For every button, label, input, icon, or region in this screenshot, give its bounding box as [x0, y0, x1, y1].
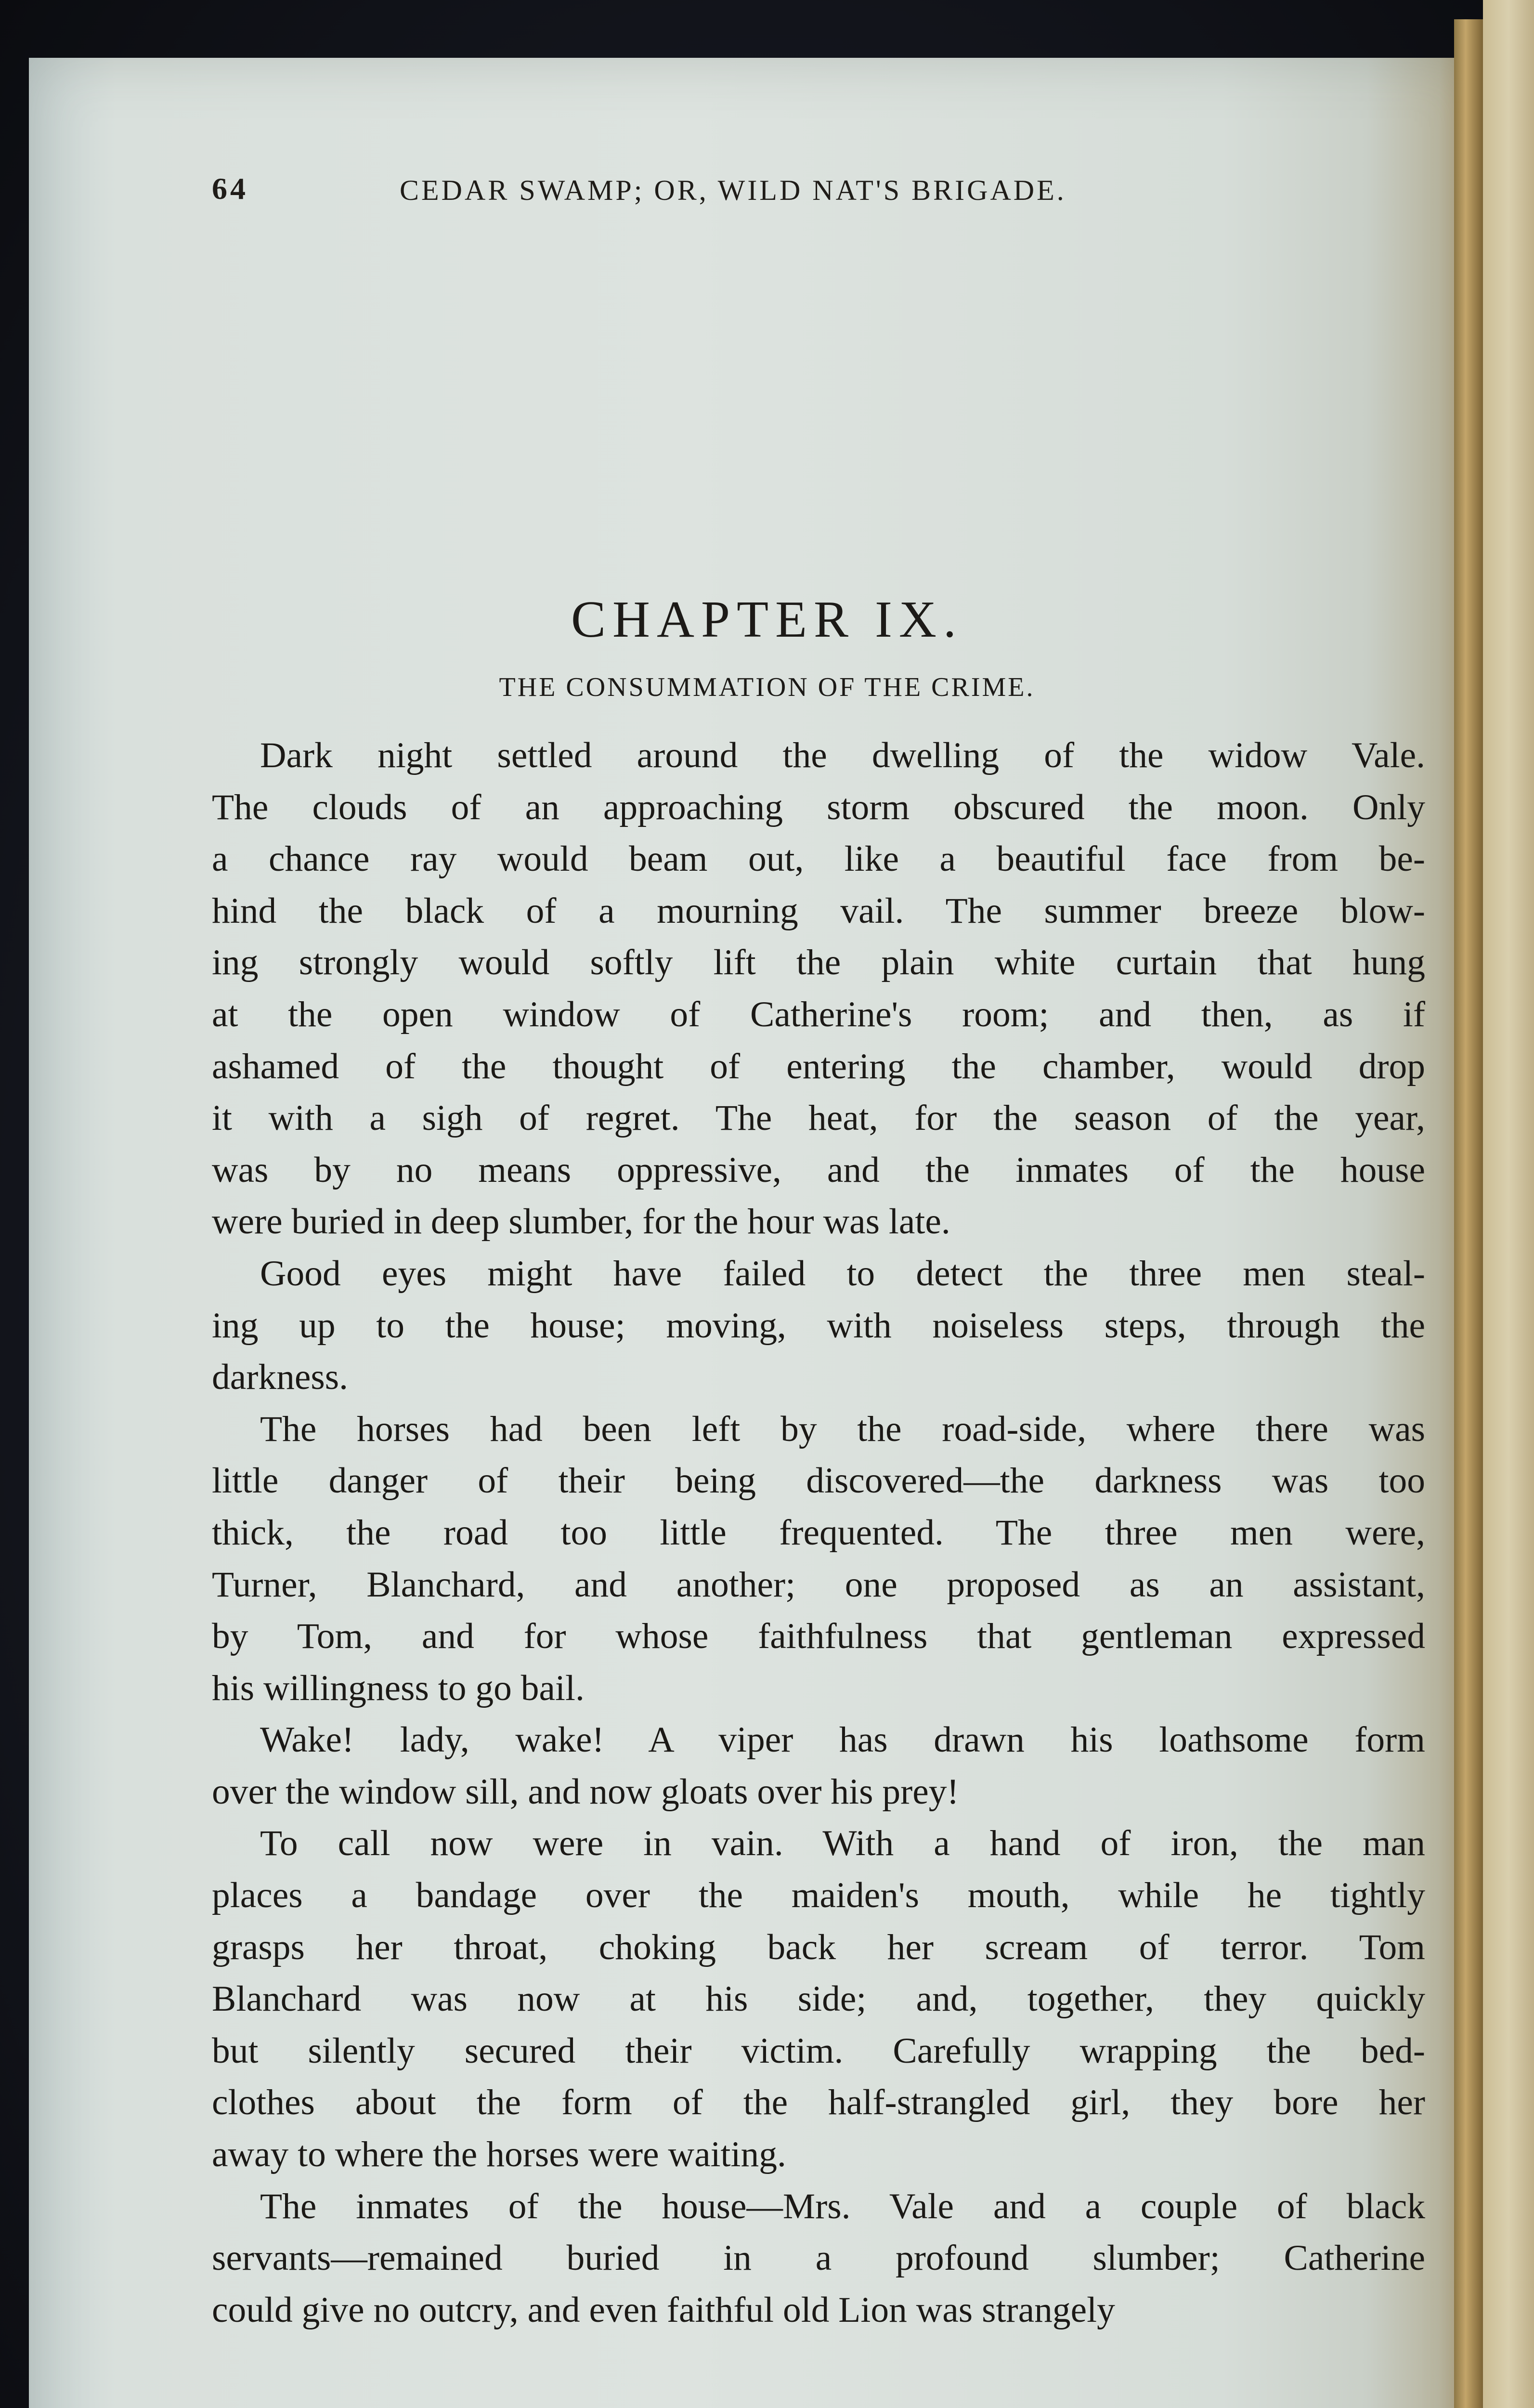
- text-line: over the window sill, and now gloats over his prey!: [212, 1771, 959, 1812]
- text-line: To call now were in vain. With a hand of iron, the man: [260, 1823, 1425, 1864]
- text-line: Turner, Blanchard, and another; one proposed as an assistant,: [212, 1564, 1425, 1605]
- text-line: at the open window of Catherine's room; and then, as if: [212, 994, 1425, 1034]
- chapter-subtitle: THE CONSUMMATION OF THE CRIME.: [499, 672, 1035, 702]
- paragraph: [212, 1714, 1425, 1818]
- facing-page-edge: [1483, 0, 1534, 2408]
- paragraph: [212, 1248, 1425, 1403]
- text-line: Good eyes might have failed to detect the three men steal-: [260, 1253, 1425, 1294]
- text-line: The inmates of the house—Mrs. Vale and a couple of black: [260, 2186, 1425, 2226]
- text-line: places a bandage over the maiden's mouth, while he tightly: [212, 1875, 1425, 1916]
- text-line: were buried in deep slumber, for the hour was late.: [212, 1202, 950, 1242]
- chapter-title: CHAPTER IX.: [571, 591, 963, 648]
- paragraph: [212, 1818, 1425, 2180]
- text-line: darkness.: [212, 1357, 349, 1398]
- text-line: a chance ray would beam out, like a beautiful face from be-: [212, 839, 1425, 879]
- body-text: [212, 730, 1425, 2336]
- text-line: it with a sigh of regret. The heat, for the season of the year,: [212, 1098, 1425, 1139]
- text-line: by Tom, and for whose faithfulness that gentleman expressed: [212, 1616, 1425, 1657]
- text-line: servants—remained buried in a profound slumber; Catherine: [212, 2238, 1425, 2278]
- text-line: his willingness to go bail.: [212, 1668, 585, 1708]
- text-line: Blanchard was now at his side; and, together, they quickly: [212, 1979, 1425, 2019]
- text-line: Wake! lady, wake! A viper has drawn his loathsome form: [260, 1720, 1425, 1760]
- book-gutter: [1454, 19, 1483, 2408]
- text-line: The clouds of an approaching storm obscured the moon. Only: [212, 787, 1425, 827]
- text-line: Dark night settled around the dwelling of the widow Vale.: [260, 735, 1425, 775]
- page-header: [212, 171, 1290, 214]
- text-line: hind the black of a mourning vail. The summer breeze blow-: [212, 890, 1425, 931]
- running-head: CEDAR SWAMP; OR, WILD NAT'S BRIGADE.: [400, 174, 1066, 206]
- page-number: 64: [212, 171, 248, 206]
- text-line: but silently secured their victim. Carefully wrapping the bed-: [212, 2030, 1425, 2071]
- text-line: The horses had been left by the road-side, where there was: [260, 1409, 1425, 1449]
- paragraph: [212, 1403, 1425, 1714]
- paragraph: [212, 730, 1425, 1248]
- text-line: ing up to the house; moving, with noiseless steps, through the: [212, 1305, 1425, 1346]
- text-line: ashamed of the thought of entering the chamber, would drop: [212, 1046, 1425, 1086]
- text-line: grasps her throat, choking back her scream of terror. Tom: [212, 1927, 1425, 1967]
- text-line: could give no outcry, and even faithful old Lion was strangely: [212, 2290, 1115, 2330]
- paragraph: [212, 2181, 1425, 2336]
- text-line: away to where the horses were waiting.: [212, 2134, 786, 2175]
- text-line: clothes about the form of the half-strangled girl, they bore her: [212, 2082, 1425, 2123]
- text-line: thick, the road too little frequented. The three men were,: [212, 1512, 1425, 1553]
- text-line: little danger of their being discovered—the darkness was too: [212, 1461, 1425, 1501]
- text-line: was by no means oppressive, and the inmates of the house: [212, 1150, 1425, 1190]
- text-line: ing strongly would softly lift the plain white curtain that hung: [212, 942, 1425, 983]
